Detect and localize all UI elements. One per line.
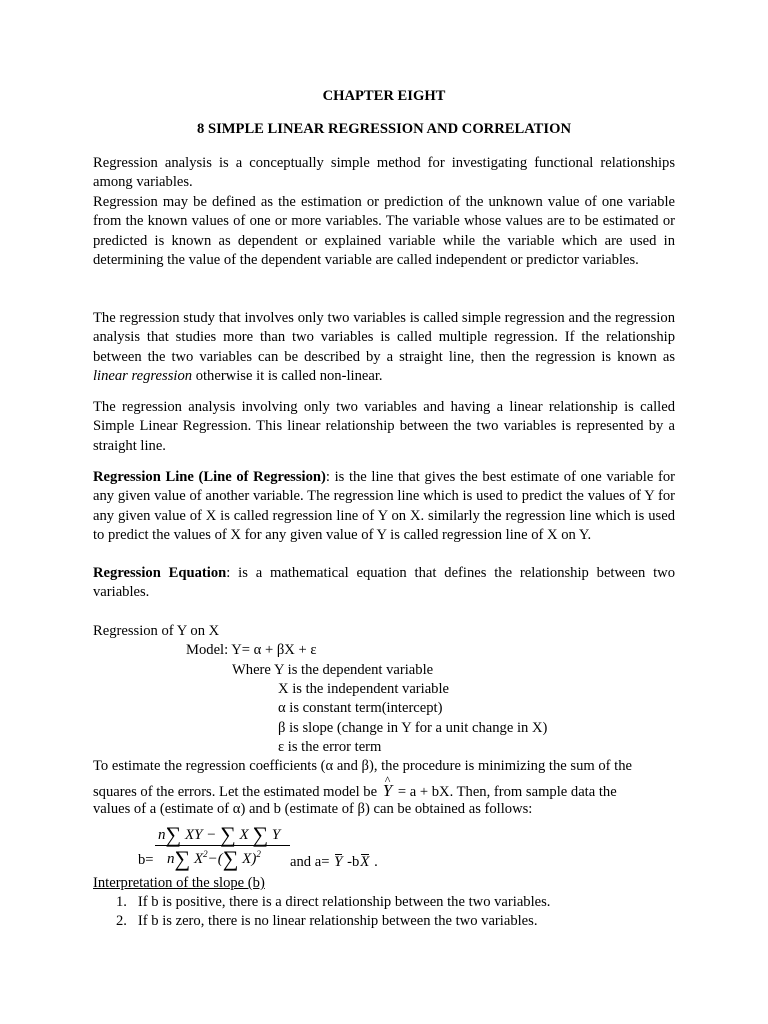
model-line: Model: Y= α + βX + ε: [186, 642, 317, 658]
alpha-definition-line: α is constant term(intercept): [278, 700, 443, 716]
sum-symbol: ∑: [252, 822, 269, 847]
period: .: [374, 854, 378, 870]
list-text: If b is positive, there is a direct relationship between the two variables.: [137, 894, 551, 910]
text-run: : is a mathematical equation that defines the relationship between two variables.: [93, 565, 675, 601]
sum-symbol: ∑: [220, 822, 236, 847]
beta-definition-line: β is slope (change in Y for a unit change in X): [278, 720, 548, 736]
chapter-title: CHAPTER EIGHT: [322, 88, 446, 104]
list-number: 2.: [116, 913, 127, 929]
text-run: The regression study that involves only two variables is called simple regression and the regression analysis that studies more than two variables is called multiple regression. If the relationship between the two variables can be described by a straight line, then the regression is known as: [93, 310, 675, 365]
estimate-line-3: values of a (estimate of α) and b (estimate of β) can be obtained as follows:: [93, 801, 533, 817]
estimate-line-1: To estimate the regression coefficients (α and β), the procedure is minimizing the sum of the: [93, 758, 632, 774]
regression-equation-paragraph: [93, 564, 675, 603]
y-bar-symbol: Y: [334, 853, 342, 872]
intro-paragraph: Regression analysis is a conceptually simple method for investigating functional relationships among variables.: [93, 155, 675, 191]
list-item: [116, 912, 537, 931]
text-run: = a + bX. Then, from sample data the: [397, 784, 617, 800]
interpretation-heading: Interpretation of the slope (b): [93, 875, 265, 891]
b-label: b=: [138, 852, 154, 868]
epsilon-definition-line: ε is the error term: [278, 739, 382, 755]
x-definition-line: X is the independent variable: [278, 681, 450, 697]
sum-symbol: ∑: [165, 822, 182, 847]
bold-term: Regression Equation: [93, 565, 227, 581]
list-number: 1.: [116, 894, 127, 910]
bold-term: Regression Line (Line of Regression): [93, 469, 326, 485]
formula-numerator: n∑ XY − ∑ X ∑ Y: [158, 822, 281, 847]
sum-symbol: ∑: [222, 846, 239, 871]
regression-heading: Regression of Y on X: [93, 623, 220, 639]
simple-linear-paragraph: The regression analysis involving only two variables and having a linear relationship is called Simple Linear Regression. This linear relationship between the two variables is represented by a straight line.: [93, 399, 675, 454]
sum-symbol: ∑: [174, 846, 191, 871]
list-item: [116, 893, 550, 912]
italic-term: linear regression: [93, 368, 193, 385]
and-a-label: and a=: [290, 854, 330, 870]
text-run: squares of the errors. Let the estimated model be: [93, 784, 378, 800]
a-formula: [290, 853, 378, 872]
where-line: Where Y is the dependent variable: [232, 662, 434, 678]
x-bar-symbol: X: [360, 853, 369, 872]
text-run: : is the line that gives the best estimate of one variable for any given value of another variable. The regression line which is used to predict the values of Y for any given value of X is called regression line of Y on X. similarly the regression line which is used to predict the values of X for any given value of Y is called regression line of X on Y.: [93, 469, 675, 544]
minus-b-label: -b: [347, 854, 360, 870]
definition-paragraph: Regression may be defined as the estimation or prediction of the unknown value of one variable from the known values of one or more variables. The variable whose values are to be estimated or predicted is known as dependent or explained variable while the variable which are used in determining the value of the dependent variable are called independent or predictor variables.: [93, 194, 675, 269]
section-title: 8 SIMPLE LINEAR REGRESSION AND CORRELATION: [197, 121, 571, 137]
text-run: otherwise it is called non-linear.: [192, 368, 383, 385]
formula-denominator: n∑ $X^2-(\sum$ X)$^2$: [167, 846, 261, 871]
regression-line-paragraph: [93, 468, 675, 546]
list-text: If b is zero, there is no linear relationship between the two variables.: [137, 913, 538, 929]
y-hat-symbol: ^ Y: [383, 781, 392, 800]
simple-regression-paragraph: [93, 309, 675, 387]
